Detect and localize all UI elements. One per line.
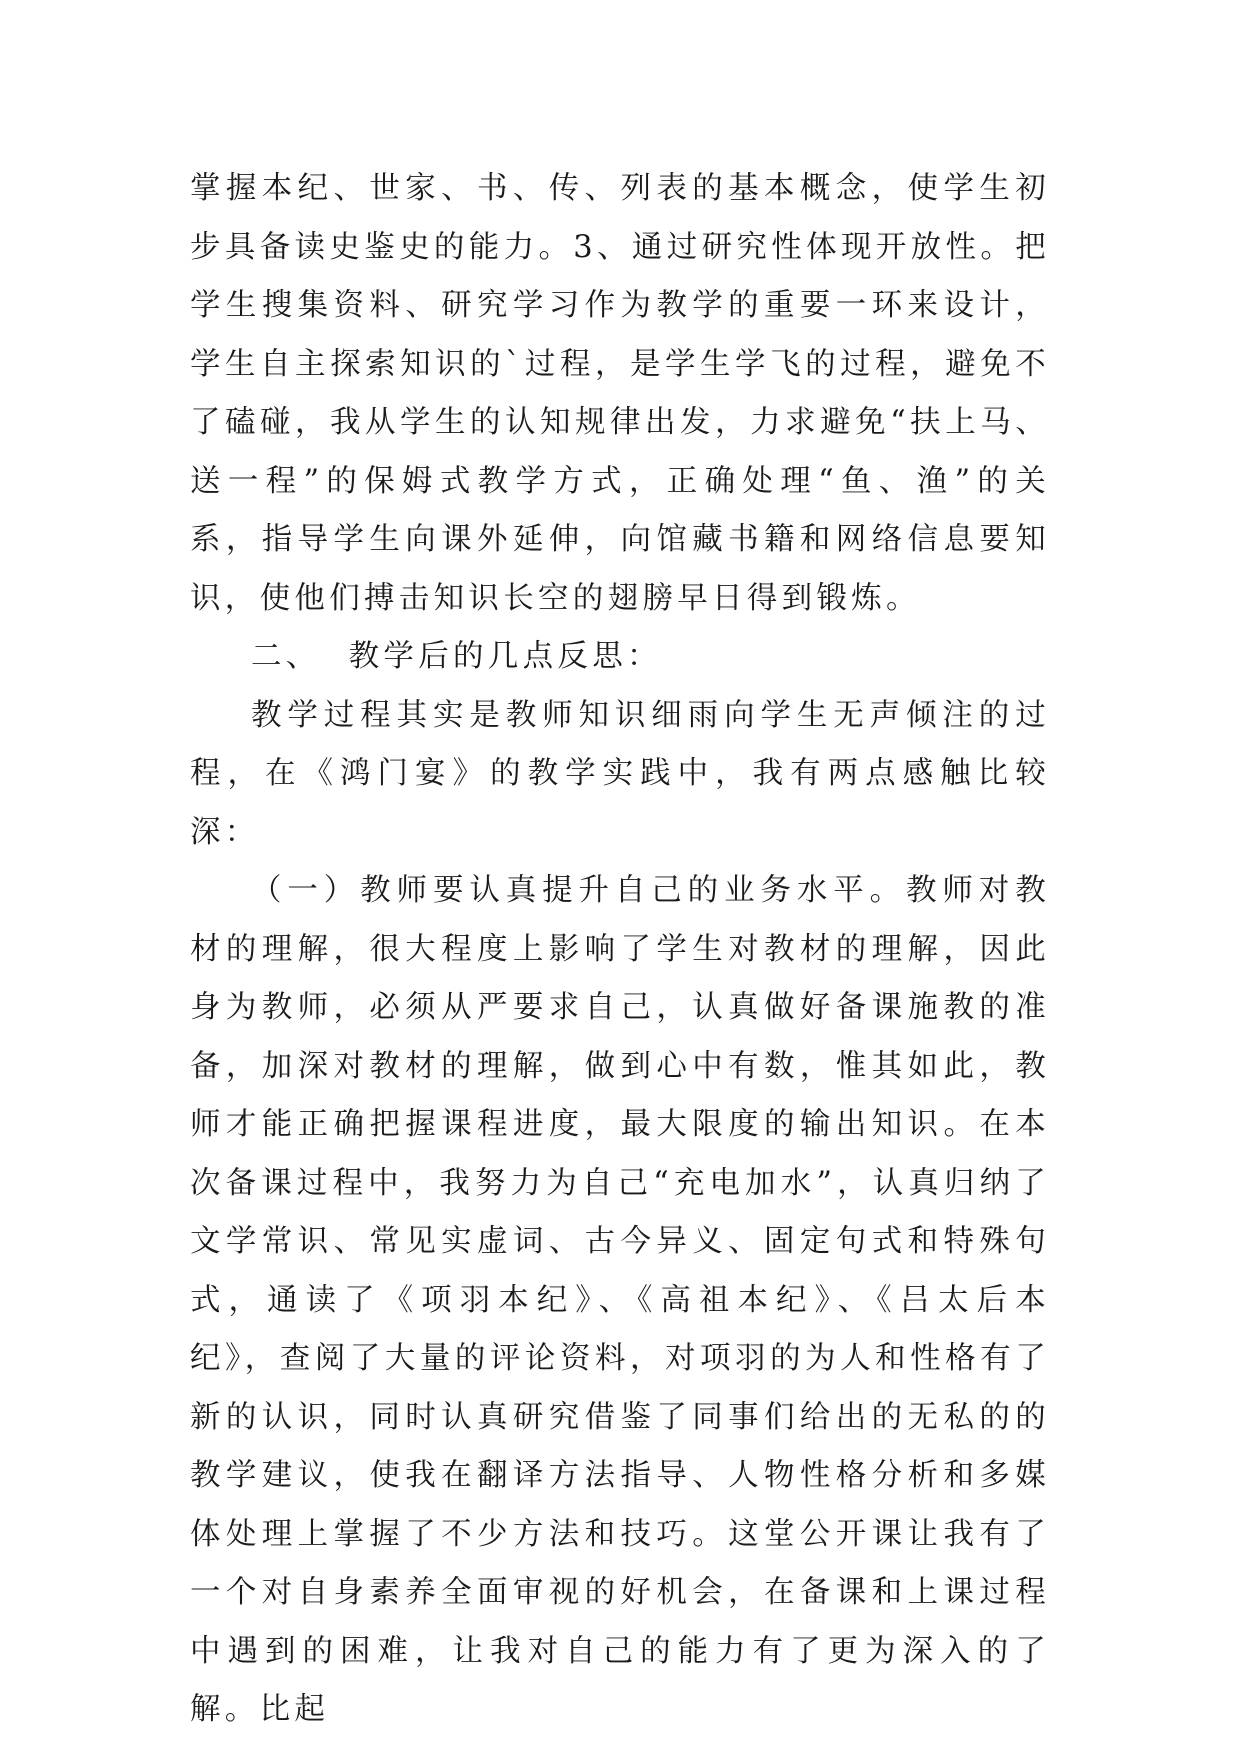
paragraph-continuation: 掌握本纪、世家、书、传、列表的基本概念，使学生初步具备读史鉴史的能力。3、通过研究性体现开放性。把学生搜集资料、研究学习作为教学的重要一环来设计，学生自主探索知识的`过程，是学生学飞的过程，避免不了磕碰，我从学生的认知规律出发，力求避免“扶上马、送一程”的保姆式教学方式，正确处理“鱼、渔”的关系，指导学生向课外延伸，向馆藏书籍和网络信息要知识，使他们搏击知识长空的翅膀早日得到锻炼。 [190,171,1050,616]
paragraph-intro: 教学过程其实是教师知识细雨向学生无声倾注的过程，在《鸿门宴》的教学实践中，我有两点感触比较深： [190,697,1050,850]
paragraph-point-one: （一）教师要认真提升自己的业务水平。教师对教材的理解，很大程度上影响了学生对教材的理解，因此身为教师，必须从严要求自己，认真做好备课施教的准备，加深对教材的理解，做到心中有数，惟其如此，教师才能正确把握课程进度，最大限度的输出知识。在本次备课过程中，我努力为自己“充电加水”，认真归纳了文学常识、常见实虚词、古今异义、固定句式和特殊句式，通读了《项羽本纪》、《高祖本纪》、《吕太后本纪》，查阅了大量的评论资料，对项羽的为人和性格有了新的认识，同时认真研究借鉴了同事们给出的无私的的教学建议，使我在翻译方法指导、人物性格分析和多媒体处理上掌握了不少方法和技巧。这堂公开课让我有了一个对自身素养全面审视的好机会，在备课和上课过程中遇到的困难，让我对自己的能力有了更为深入的了解。比起 [190,873,1050,1727]
section-heading: 二、 教学后的几点反思： [251,639,662,674]
document-body [190,160,1050,1740]
